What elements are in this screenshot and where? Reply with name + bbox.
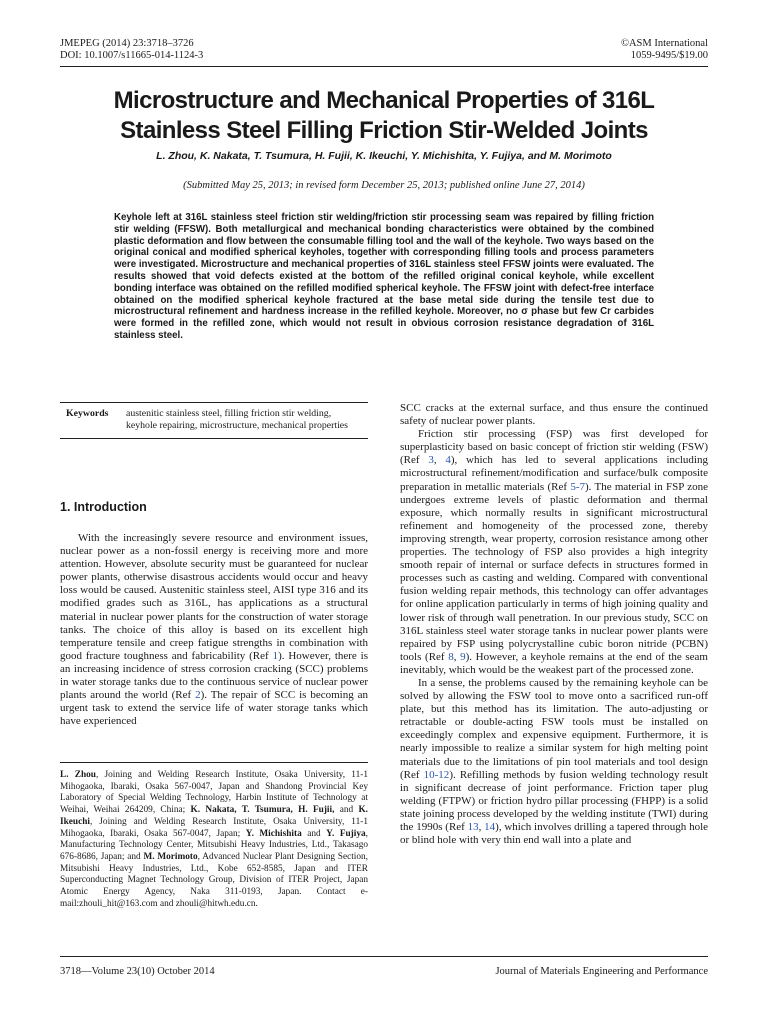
publisher-copyright: ©ASM International — [620, 38, 708, 49]
reference-link[interactable]: 1 — [272, 649, 279, 662]
intro-paragraph-keyhole: In a sense, the problems caused by the remaining keyhole can be solved by allowing the FSW tool to move onto a sacrificed run-off plate, but this method has its limitation. The auto-adjusting or retractable or double-acting FSW tools must be installed on exceedingly complex and expensive equipment. Furthermore, it is nearly impossible to realize a similar system for high melting point materials due to the limitations of pin tool materials and tool design (Ref 10-12). Refilling methods by fusion welding technology result in significant decrease of joint performance. Friction taper plug welding (FTPW) or friction hydro pillar processing (FHPP) is a solid state joining process developed by the welding institute (TWI) during the 1990s (Ref 13, 14), which involves drilling a tapered through hole or blind hole with very thin end wall into a plate and — [400, 676, 709, 847]
doi: DOI: 10.1007/s11665-014-1124-3 — [60, 50, 204, 61]
left-column — [60, 532, 368, 728]
footer-volume-info: 3718—Volume 23(10) October 2014 — [60, 966, 215, 977]
reference-link[interactable]: 8 — [448, 650, 454, 663]
reference-link[interactable]: 9 — [460, 650, 466, 663]
title-line-1: Microstructure and Mechanical Properties of 316L — [113, 87, 655, 114]
journal-header — [60, 38, 203, 62]
affiliation-rule — [60, 762, 368, 763]
reference-link[interactable]: 13 — [467, 821, 479, 833]
header-rule — [60, 66, 708, 67]
intro-paragraph-fsp: Friction stir processing (FSP) was first developed for superplasticity based on basic concept of friction stir welding (FSW) (Ref 3, 4), which has led to several applications including microstructural refinement/modification and surface/bulk composite preparation in metallic materials (Ref 5-7). The material in FSP zone undergoes extreme levels of plastic deformation and thermal exposure, which normally results in significant microstructural refinement and homogeneity of the processed zone, thereby improving strength, wear property, corrosion resistance among other properties. The technology of FSP also provides a high integrity smooth repair of internal or surface defects in structures formed in processes such as casting and welding. Compared with conventional fusion welding repair methods, this technology can offer advantages for online application particularly in terms of high joining quality and lower risk of through wall penetration. In our previous study, SCC on 316L stainless steel water storage tanks in nuclear power plants were repaired by FSP using polycrystalline cubic boron nitride (PCBN) tools (Ref 8, 9). However, a keyhole remains at the end of the seam inevitably, which would be the weakest part of the processed zone. — [400, 428, 708, 676]
author-affiliations: L. Zhou, Joining and Welding Research Institute, Osaka University, 11-1 Mihogaoka, Ibaraki, Osaka 567-0047, Japan and Shandong Provincial Key Laboratory of Special Welding Technology, Harbin Institute of Technology at Weihai, Weihai 264209, China; K. Nakata, T. Tsumura, H. Fujii, and K. Ikeuchi, Joining and Welding Research Institute, Osaka University, 11-1 Mihogaoka, Ibaraki, Osaka 567-0047, Japan; Y. Michishita and Y. Fujiya, Manufacturing Technology Center, Mitsubishi Heavy Industries, Ltd., Takasago 676-8686, Japan; and M. Morimoto, Advanced Nuclear Plant Designing Section, Mitsubishi Heavy Industries, Ltd., Kobe 652-8585, Japan and ITER Superconducting Magnet Technology Group, Division of ITER Project, Japan Atomic Energy Agency, Naka 311-0193, Japan. Contact e-mail:zhouli_hit@163.com and zhouli@hitwh.edu.cn. — [60, 770, 369, 909]
section-title-introduction: 1. Introduction — [60, 500, 147, 514]
reference-link[interactable]: 4 — [445, 454, 451, 467]
intro-paragraph-1: With the increasingly severe resource and environment issues, nuclear power as a non-fossil energy is receiving more and more attention. However, absolute security must be guaranteed for nuclear power plants, otherwise disastrous accidents would occur and heavy loss would be caused. Austenitic stainless steel, AISI type 316 and its modified grades such as 316L, has applications as a structural material in nuclear power plants for the construction of water storage tanks. The choice of this alloy is based on its excellent high temperature tensile and creep fatigue strengths in combination with good fracture toughness and fabricability (Ref 1). However, there is an increasing incidence of stress corrosion cracking (SCC) problems in water storage tanks due to the continuous service of nuclear power plants around the world (Ref 2). The repair of SCC is becoming an urgent task to extend the service life of water storage tanks which have experienced — [60, 532, 369, 728]
keywords-label: Keywords — [66, 408, 109, 419]
issn-price: 1059-9495/$19.00 — [630, 50, 708, 61]
abstract: Keyhole left at 316L stainless steel friction stir welding/friction stir processing seam was repaired by filling friction stir welding (FFSW). Both metallurgical and mechanical bonding characteristics were obtained by the combined plastic deformation and flow between the consumable filling tool and the wall of the keyhole. Two ways based on the original conical and modified spherical keyholes, together with corresponding filling tools and process parameters were investigated. Microstructure and mechanical properties of 316L stainless steel FFSW joints were evaluated. The results showed that void defects existed at the bottom of the refilled original conical keyhole, while excellent bonding interface was obtained on the refilled modified spherical keyhole. The FFSW joint with defect-free interface obtained on the modified spherical keyhole fractured at the base metal side during the tensile test due to microstructural refinement and hardness increase in the refilled keyhole. Moreover, no σ phase but few Cr carbides were formed in the refilled zone, which would not result in obvious corrosion resistance degradation of 316L stainless steel. — [114, 212, 654, 341]
keywords-box — [60, 402, 368, 439]
submission-dates: (Submitted May 25, 2013; in revised form December 25, 2013; published online June 27, 2014) — [183, 180, 585, 191]
reference-link[interactable]: 2 — [195, 689, 201, 702]
reference-link[interactable]: 14 — [484, 821, 496, 833]
footer-journal-name: Journal of Materials Engineering and Performance — [495, 966, 708, 977]
title-line-2: Stainless Steel Filling Friction Stir-Welded Joints — [120, 117, 648, 144]
footer-rule — [60, 956, 708, 957]
reference-link[interactable]: 3 — [428, 454, 434, 467]
keywords-text: austenitic stainless steel, filling friction stir welding, keyhole repairing, microstructure, mechanical properties — [126, 408, 348, 431]
right-column — [400, 402, 708, 847]
paper-title — [60, 86, 708, 146]
reference-link[interactable]: 5-7 — [570, 480, 585, 493]
intro-paragraph-continued: SCC cracks at the external surface, and thus ensure the continued safety of nuclear power plants. — [400, 402, 708, 428]
publisher-header — [621, 38, 708, 62]
journal-citation: JMEPEG (2014) 23:3718–3726 — [60, 38, 194, 49]
reference-link[interactable]: 10-12 — [423, 768, 450, 781]
authors: L. Zhou, K. Nakata, T. Tsumura, H. Fujii, K. Ikeuchi, Y. Michishita, Y. Fujiya, and M. Morimoto — [156, 150, 612, 162]
